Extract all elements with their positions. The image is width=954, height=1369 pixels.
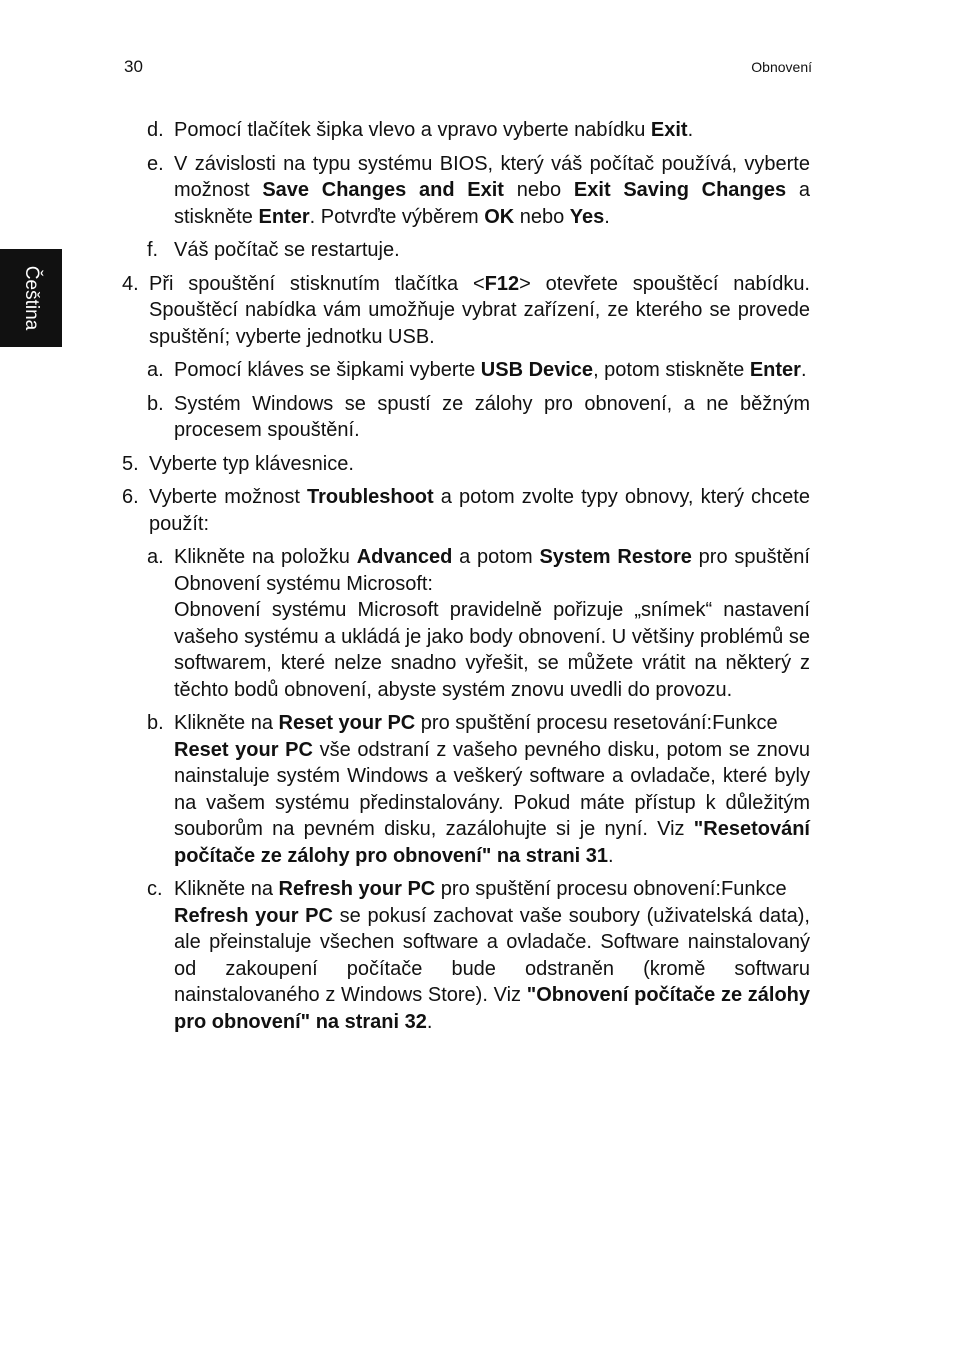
text: a potom [452,546,540,568]
list-item-e [122,151,810,231]
list-item-5 [122,451,810,478]
language-tab-label: Čeština [21,265,42,331]
list-marker: 4. [122,272,139,295]
bold-text: USB Device [480,359,594,381]
text: Klikněte na [174,712,279,734]
text: a stiskněte [174,179,810,228]
text: Při spouštění stisknutím tlačítka < [149,272,485,295]
list-item-4b [122,391,810,444]
page-number: 30 [124,57,143,76]
text: pro spuštění procesu resetování:Funkce [415,712,778,734]
paragraph [174,544,810,597]
list-item-f [122,237,810,264]
bold-text: Exit Saving Changes [573,179,787,201]
paragraph [174,903,810,1036]
list-item-6b [122,710,810,869]
running-header: Obnovení [751,59,812,75]
list-marker: c. [147,878,163,900]
bold-text: Troubleshoot [307,486,434,508]
text: Váš počítač se restartuje. [174,239,400,261]
paragraph [174,737,810,870]
text: Systém Windows se spustí ze zálohy pro obnovení, a ne běžným procesem spouštění. [174,392,810,441]
list-item-6a [122,544,810,703]
text: Klikněte na položku [174,546,357,568]
text: pro spuštění Obnovení systému Microsoft: [174,546,810,595]
list-item-6 [122,484,810,537]
list-item-d [122,117,810,144]
bold-text: Enter [258,205,310,228]
bold-text: Refresh your PC [278,878,436,900]
text: a potom zvolte typy obnovy, který chcete použít: [149,486,810,535]
language-tab [0,249,62,347]
text: V závislosti na typu systému BIOS, který váš počítač používá, vyberte možnost [174,152,810,201]
list-marker: 6. [122,486,139,508]
list-item-4a [122,357,810,384]
text: . [800,359,807,381]
bold-text: Reset your PC [278,712,416,734]
text: vše odstraní z vašeho pevného disku, potom se znovu nainstaluje systém Windows a veškerý software a ovladače, které byly na vašem systému předinstalovány. Pokud máte přístup k důležitým souborům na pevném disku, zazálohujte si je nyní. Viz [174,738,810,840]
bold-text: Advanced [356,546,453,568]
text: Vyberte typ klávesnice. [149,452,354,475]
text: pro spuštění procesu obnovení:Funkce [435,878,787,900]
text: Klikněte na [174,878,279,900]
list-marker: e. [147,152,164,175]
list-marker: d. [147,119,164,141]
text: Pomocí kláves se šipkami vyberte [174,359,481,381]
cross-reference: "Obnovení počítače ze zálohy pro obnovení" na strani 32 [174,984,811,1033]
list-item-6c [122,876,810,1035]
list-marker: b. [147,392,164,415]
bold-text: Exit [650,119,688,141]
text: Vyberte možnost [149,486,308,508]
bold-text: Yes [569,205,605,228]
list-marker: 5. [122,452,139,475]
text: . Potvrďte výběrem [309,205,485,228]
bold-text: System Restore [539,546,692,568]
text: nebo [503,179,574,201]
list-marker: a. [147,546,164,568]
text: . [687,119,694,141]
bold-text: Save Changes and Exit [262,179,504,201]
list-marker: a. [147,359,164,381]
list-marker: f. [147,239,159,261]
text: Pomocí tlačítek šipka vlevo a vpravo vyberte nabídku [174,119,651,141]
text: > otevřete spouštěcí nabídku. Spouštěcí nabídka vám umožňuje vybrat zařízení, ze kterého se provede spuštění; vyberte jednotku USB. [149,272,810,348]
bold-text: F12 [484,272,520,295]
paragraph: Obnovení systému Microsoft pravidelně pořizuje „snímek“ nastavení vašeho systému a ukládá je jako body obnovení. U většiny problémů se softwarem, které nelze snadno vyřešit, se můžete vrátit na některý z těchto bodů obnovení, abyste systém znovu uvedli do provozu. [174,599,810,701]
bold-text: Refresh your PC [174,904,333,927]
text: . [604,205,610,228]
text: se pokusí zachovat vaše soubory (uživatelská data), ale přeinstaluje všechen software a ovladače. Software nainstalovaný od zakoupení počítače bude odstraněn (kromě softwaru nainstalovaného z Windows Store). Viz [174,904,810,1006]
text: nebo [514,205,570,228]
paragraph [174,710,810,737]
text: . [608,844,614,867]
cross-reference: "Resetování počítače ze zálohy pro obnovení" na strani 31 [174,818,810,867]
list-item-4 [122,271,810,351]
bold-text: Reset your PC [174,738,313,761]
bold-text: OK [484,205,515,228]
text: , potom stiskněte [593,359,750,381]
bold-text: Enter [749,359,801,381]
body-content [122,117,810,1042]
text: . [426,1010,433,1033]
paragraph [174,876,810,903]
list-marker: b. [147,712,164,734]
